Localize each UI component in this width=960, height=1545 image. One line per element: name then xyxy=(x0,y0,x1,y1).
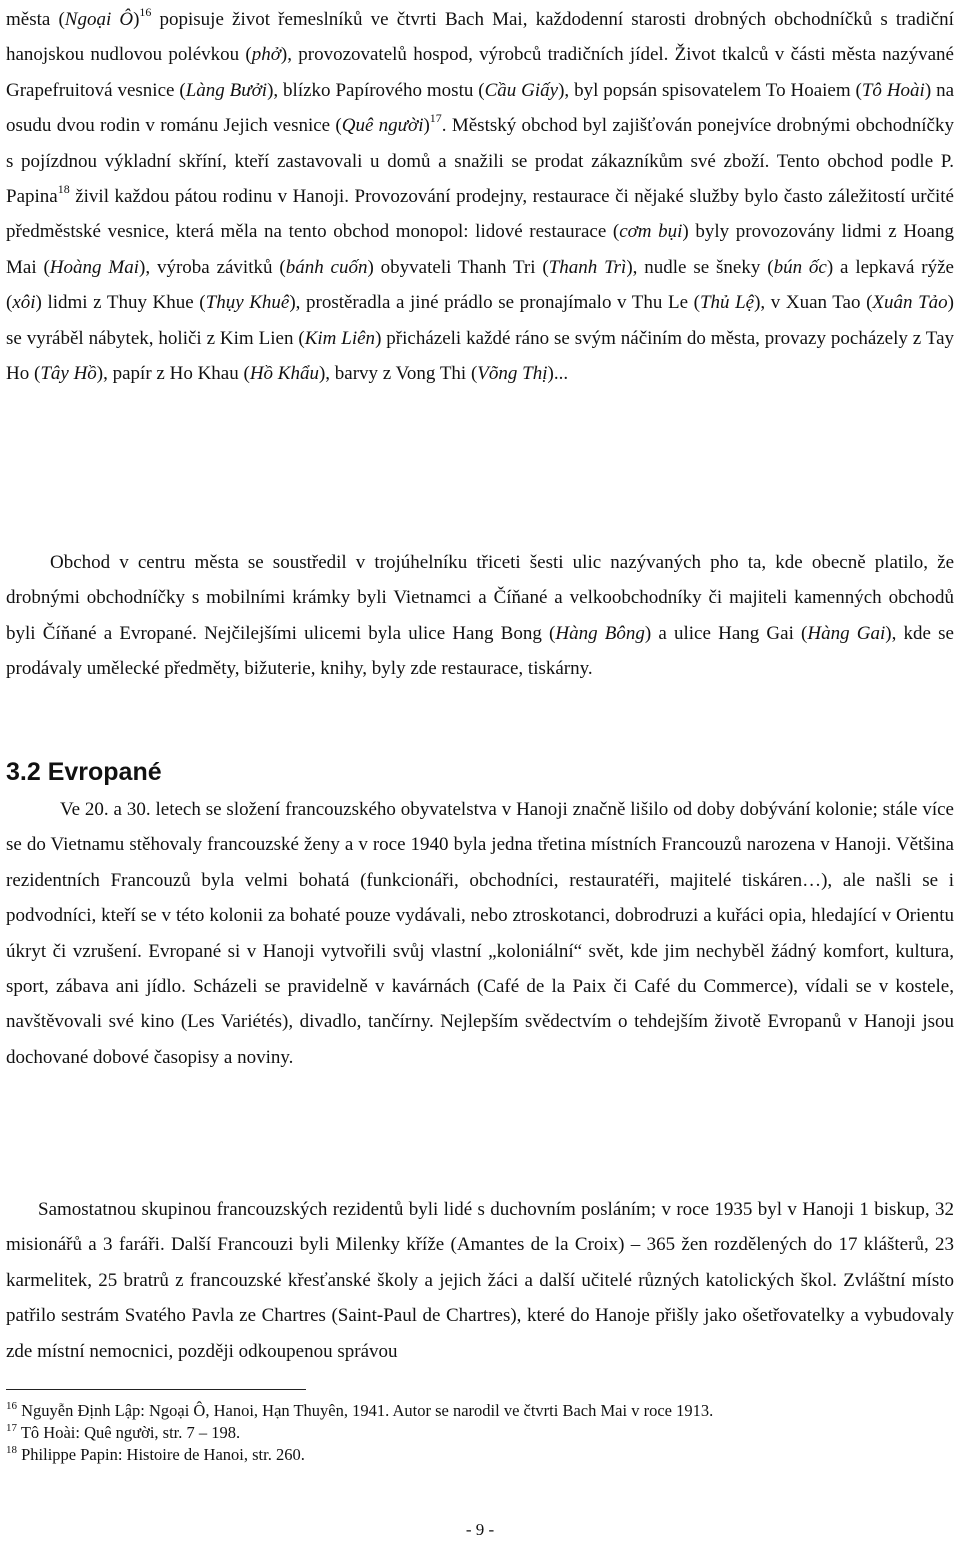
vietnamese-term: Võng Thị xyxy=(477,363,548,385)
footnote-text: Nguyễn Định Lập: Ngoại Ô, Hanoi, Hạn Thuyên, 1941. Autor se narodil ve čtvrti Bach Mai v roce 1913. xyxy=(21,1401,714,1420)
text-run: ) na osudu dvou rodin v románu Jejich vesnice ( xyxy=(6,79,955,137)
text-run: ) xyxy=(423,115,430,137)
text-run: )... xyxy=(547,363,569,385)
footnote-number: 16 xyxy=(6,1400,17,1412)
footnote-number: 17 xyxy=(6,1422,17,1434)
vietnamese-term: Tô Hoài xyxy=(861,79,925,101)
footnote-18 xyxy=(6,1444,954,1466)
text-run: . Městský obchod byl zajišťován ponejvíce drobnými obchodníčky s pojízdnou výkladní skříní, kteří zastavovali u domů a snažili se prodat zákazníkům své zboží. Tento obchod podle P. Papina xyxy=(6,115,954,208)
text-run: ) se vyráběl nábytek, holiči z Kim Lien ( xyxy=(6,292,954,349)
text-run: ), byl popsán spisovatelem To Hoaiem ( xyxy=(558,79,862,101)
footnote-separator xyxy=(6,1389,306,1390)
text-run: ), blízko Papírového mostu ( xyxy=(267,79,485,101)
vietnamese-term: xôi xyxy=(12,292,36,314)
footnote-text: Tô Hoài: Quê người, str. 7 – 198. xyxy=(20,1423,241,1442)
paragraph-trades xyxy=(6,2,954,391)
vietnamese-term: Thụy Khuê xyxy=(205,292,290,314)
text-run: ), prostěradla a jiné prádlo se pronajímalo v Thu Le ( xyxy=(289,292,700,314)
vietnamese-term: bún ốc xyxy=(773,256,827,278)
text-run: ) lidmi z Thuy Khue ( xyxy=(35,292,206,314)
text-run: ) a lepkavá rýže ( xyxy=(6,256,954,314)
footnote-16 xyxy=(6,1400,954,1422)
text-run: ), výroba závitků ( xyxy=(139,256,286,278)
vietnamese-term: Quê người xyxy=(341,115,424,137)
text-run: ) a ulice Hang Gai ( xyxy=(644,622,808,644)
text-run: ), nudle se šneky ( xyxy=(626,256,774,278)
text-run: popisuje život řemeslníků ve čtvrti Bach Mai, každodenní starosti drobných obchodníčků s tradiční hanojskou nudlovou polévkou ( xyxy=(6,9,954,66)
text-run: ) obyvateli Thanh Tri ( xyxy=(367,256,549,278)
paragraph-clergy: Samostatnou skupinou francouzských rezidentů byli lidé s duchovním posláním; v roce 1935 byl v Hanoji 1 biskup, 32 misionářů a 3 faráři. Další Francouzi byli Milenky kříže (Amantes de la Croix) – 365 žen rozdělených do 17 klášterů, 23 karmelitek, 25 bratrů z francouzské křesťanské školy a jejich žáci a další učitelé různých katolických škol. Zvláštní místo patřilo sestrám Svatého Pavla ze Chartres (Saint-Paul de Chartres), které do Hanoje přišly jako ošetřovatelky a vybudovaly zde místní nemocnici, později odkoupenou správou xyxy=(6,1199,954,1362)
footnote-number: 18 xyxy=(6,1444,17,1456)
paragraph-europeans: Ve 20. a 30. letech se složení francouzského obyvatelstva v Hanoji značně lišilo od doby dobývání kolonie; stále více se do Vietnamu stěhovaly francouzské ženy a v roce 1940 byla jedna třetina místních Francouzů narozena v Hanoji. Většina rezidentních Francouzů byla velmi bohatá (funkcionáři, obchodníci, restauratéři, majitelé tiskáren…), ale našli se i podvodníci, kteří se v této kolonii za bohaté pouze vydávali, nebo ztroskotanci, dobrodruzi a kuřáci opia, hledající v Orientu úkryt či vzrušení. Evropané si v Hanoji vytvořili svůj vlastní „koloniální“ svět, kde jim nechyběl žádný komfort, kultura, sport, zábava ani jídlo. Scházeli se pravidelně v kavárnách (Café de la Paix či Café du Commerce), vídali se v kostele, navštěvovali své kino (Les Variétés), divadlo, tančírny. Nejlepším svědectvím o tehdejším životě Evropanů v Hanoji jsou dochované dobové časopisy a noviny. xyxy=(6,799,954,1068)
text-run: ), provozovatelů hospod, výrobců tradičních jídel. Život tkalců v části města nazývané Grapefruitová vesnice ( xyxy=(6,44,954,101)
paragraph-city-trade xyxy=(6,545,954,687)
footnote-ref[interactable]: 17 xyxy=(429,111,442,126)
page-number: - 9 - xyxy=(465,1520,495,1539)
footnote-text: Philippe Papin: Histoire de Hanoi, str. 260. xyxy=(21,1445,305,1464)
footnotes xyxy=(6,1400,954,1466)
text-run: Obchod v centru města se soustředil v trojúhelníku třiceti šesti ulic nazývaných pho ta, kde obecně platilo, že drobnými obchodníčky s mobilními krámky byli Vietnamci a Číňané a velkoobchodníky či majiteli kamenných obchodů byli Číňané a Evropané. Nejčilejšími ulicemi byla ulice Hang Bong ( xyxy=(6,552,954,644)
vietnamese-term: Làng Bưởi xyxy=(185,79,268,101)
vietnamese-term: Hồ Khẩu xyxy=(249,363,319,385)
text-run: ), barvy z Vong Thi ( xyxy=(318,363,478,385)
section-heading: 3.2 Evropané xyxy=(6,758,162,786)
vietnamese-term: bánh cuốn xyxy=(285,256,368,278)
text-run: ), kde se prodávaly umělecké předměty, bižuterie, knihy, byly zde restaurace, tiskárny. xyxy=(6,622,954,680)
vietnamese-term: Hàng Bông xyxy=(555,622,645,644)
text-run: ) byly provozovány lidmi z Hoang Mai ( xyxy=(6,221,954,278)
footnote-17 xyxy=(6,1422,954,1444)
text-run: ), v Xuan Tao ( xyxy=(754,292,873,314)
vietnamese-term: Xuân Tảo xyxy=(872,292,948,314)
text-run: ) přicházeli každé ráno se svým náčiním do města, provazy pocházely z Tay Ho ( xyxy=(6,327,955,385)
footnote-ref[interactable]: 18 xyxy=(57,182,70,197)
vietnamese-term: Kim Liên xyxy=(304,327,376,349)
vietnamese-term: Tây Hồ xyxy=(40,363,97,385)
text-run: ) xyxy=(133,9,140,30)
vietnamese-term: Hoàng Mai xyxy=(49,256,139,278)
vietnamese-term: Hàng Gai xyxy=(807,622,886,644)
vietnamese-term: phở xyxy=(251,44,281,66)
vietnamese-term: Ngoại Ô xyxy=(64,9,134,30)
text-run: ), papír z Ho Khau ( xyxy=(96,363,250,385)
vietnamese-term: Thanh Trì xyxy=(548,256,627,278)
text-run: města ( xyxy=(6,9,65,30)
vietnamese-term: cơm bụi xyxy=(619,221,683,243)
vietnamese-term: Thủ Lệ xyxy=(699,292,755,314)
footnote-ref[interactable]: 16 xyxy=(139,5,152,19)
vietnamese-term: Cầu Giấy xyxy=(484,79,559,101)
text-run: živil každou pátou rodinu v Hanoji. Provozování prodejny, restaurace či nějaké služby bylo často záležitostí určité předměstské vesnice, která měla na tento obchod monopol: lidové restaurace ( xyxy=(6,186,954,243)
